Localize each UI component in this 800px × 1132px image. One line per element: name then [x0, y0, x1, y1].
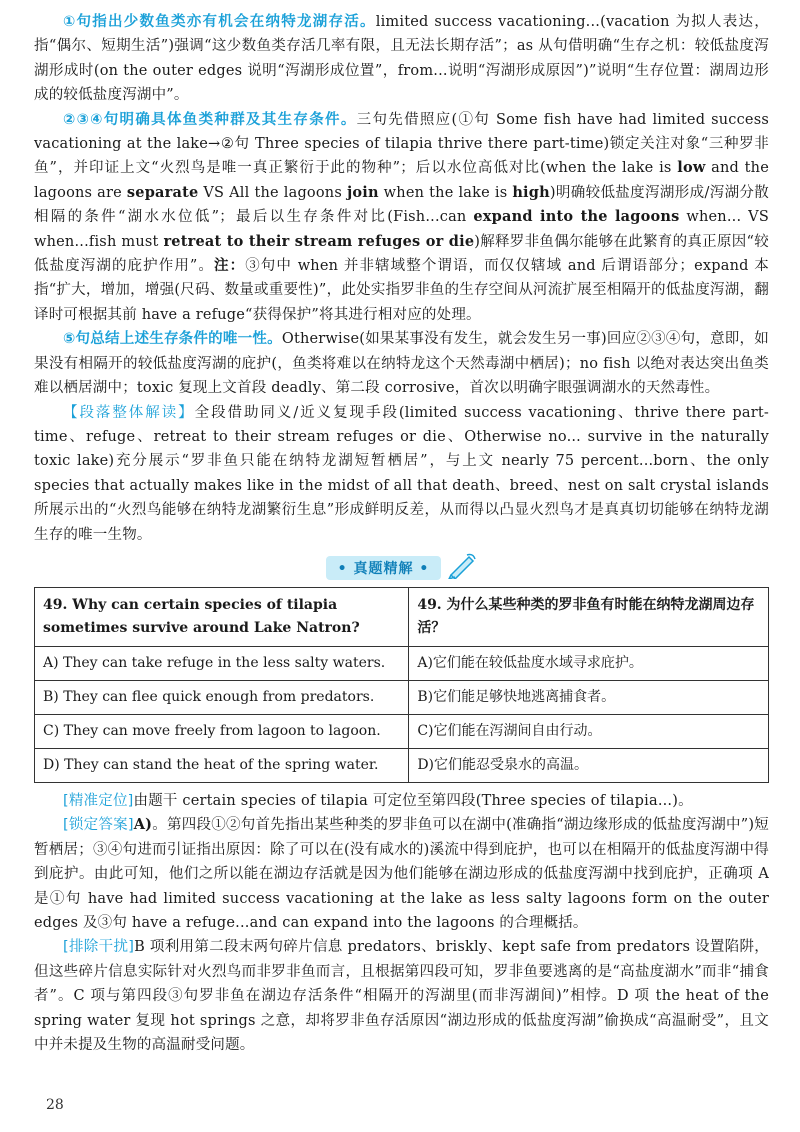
page-content — [34, 10, 769, 1057]
paragraph-overall-interpretation — [34, 401, 769, 547]
option-en: D) They can stand the heat of the spring water. — [35, 748, 409, 782]
option-row — [35, 748, 769, 782]
page-number: 28 — [46, 1097, 64, 1113]
question-zh: 49. 为什么某些种类的罗非鱼有时能在纳特龙湖周边存活？ — [409, 587, 769, 646]
question-en: 49. Why can certain species of tilapia sometimes survive around Lake Natron? — [35, 587, 409, 646]
exclude-label: [排除干扰] — [63, 939, 135, 956]
analysis-paragraph-3 — [34, 327, 769, 400]
question-table — [34, 587, 769, 783]
bold-term: separate — [126, 183, 199, 201]
analysis-paragraph-2 — [34, 108, 769, 328]
option-zh: B)它们能足够快地逃离捕食者。 — [409, 680, 769, 714]
note-label: 注： — [214, 257, 246, 275]
answer-text: 。第四段①②句首先指出某些种类的罗非鱼可以在湖中(准确指“湖边缘形成的低盐度泻湖中”)短暂栖居；③④句进而引证指出原因：除了可以在(没有咸水的)溪流中得到庇护，也可以在相隔开的低盐度泻湖中得到庇护。由此可知，他们之所以能在湖边存活就是因为他们能够在湖边形成的低盐度泻湖中找到庇护，正确项 A 是①句 have had limited success vacationing at the lake as less salty lagoons form on the outer edges 及③句 have a refuge...and can expand into the lagoons 的合理概括。 — [34, 817, 770, 931]
option-row — [35, 646, 769, 680]
option-en: B) They can flee quick enough from predators. — [35, 680, 409, 714]
answer-key: A) — [133, 816, 153, 834]
option-row — [35, 680, 769, 714]
analysis-text: when the lake is — [378, 184, 513, 201]
section-title: • 真题精解 • — [326, 556, 442, 580]
analysis-text: and the lagoons are — [34, 160, 769, 201]
locate-label: [精准定位] — [63, 792, 134, 809]
sentence-point-2: ②③④句明确具体鱼类种群及其生存条件。 — [63, 111, 357, 128]
bold-term: retreat to their stream refuges or die — [163, 232, 475, 250]
overall-label: 【段落整体解读】 — [63, 404, 195, 421]
analysis-paragraph-1 — [34, 10, 769, 108]
option-zh: A)它们能在较低盐度水域寻求庇护。 — [409, 646, 769, 680]
pen-icon — [447, 553, 477, 583]
answer-paragraph — [34, 813, 769, 935]
bold-term: low — [677, 159, 706, 177]
sentence-point-1: ①句指出少数鱼类亦有机会在纳特龙湖存活。 — [63, 14, 376, 30]
analysis-text: VS All the lagoons — [198, 184, 347, 201]
analysis-text: )解释罗非鱼偶尔能够在此繁育的真正原因“较低盐度泻湖的庇护作用”。 — [34, 233, 769, 275]
option-en: A) They can take refuge in the less salty waters. — [35, 646, 409, 680]
locate-paragraph — [34, 789, 769, 813]
analysis-text: ③句中 when 并非辖域整个谓语，而仅仅辖域 and 后谓语部分；expand 本指“扩大，增加，增强(尺码、数量或重要性)”，此处实指罗非鱼的生存空间从河流扩展至相隔开的低盐度泻湖，翻译时可根据其前 have a refuge“获得保护”将其进行相对应的处理。 — [34, 258, 770, 323]
bold-term: join — [346, 183, 379, 201]
analysis-text-1: limited success vacationing...(vacation 为拟人表达，指“偶尔、短期生活”)强调“这少数鱼类存活几率有限，且无法长期存活”；as 从句借明确“生存之机：较低盐度泻湖形成时(on the outer edges 说明“泻湖形成位置”，from...说明“泻湖形成原因”)”说明“生存位置：湖周边形成的较低盐度泻湖中”。 — [34, 14, 769, 104]
analysis-text: )明确较低盐度泻湖形成/泻湖分散相隔的条件“湖水水位低”；最后以生存条件对比(Fish...can — [34, 184, 769, 226]
sentence-point-3: ⑤句总结上述生存条件的唯一性。 — [63, 331, 282, 348]
option-row — [35, 714, 769, 748]
locate-text: 由题干 certain species of tilapia 可定位至第四段(Three species of tilapia...)。 — [133, 792, 693, 809]
section-header — [34, 555, 769, 581]
question-row — [35, 587, 769, 646]
analysis-text-3: Otherwise(如果某事没有发生，就会发生另一事)回应②③④句，意即，如果没有相隔开的较低盐度泻湖的庇护(，鱼类将难以在纳特龙这个天然毒湖中栖居)；no fish 以绝对表达突出鱼类难以栖居湖中；toxic 复现上文首段 deadly、第二段 corrosive，首次以明确字眼强调湖水的天然毒性。 — [34, 331, 769, 397]
bold-term: high — [512, 183, 550, 201]
analysis-text: 三句先借照应(①句 Some fish have had limited success vacationing at the lake→②句 Three species of tilapia thrive there part-time)锁定关注对象“三种罗非鱼”，并印证上文“火烈鸟是唯一真正繁衍于此的物种”；后以水位高低对比(when the lake is — [34, 111, 769, 177]
exclude-paragraph — [34, 935, 769, 1057]
bold-term: expand into the lagoons — [473, 208, 680, 226]
overall-text: 全段借助同义/近义复现手段(limited success vacationing、thrive there part-time、refuge、retreat to their stream refuges or die、Otherwise no... survive in the naturally toxic lake)充分展示“罗非鱼只能在纳特龙湖短暂栖居”，与上文 nearly 75 percent...born、the only species that actually makes like in the midst of all that death、breed、nest on salt crystal islands 所展示出的“火烈鸟能够在纳特龙湖繁衍生息”形成鲜明反差，从而得以凸显火烈鸟才是真真切切能够在纳特龙湖生存的唯一生物。 — [34, 404, 770, 543]
exclude-text: B 项利用第二段末两句碎片信息 predators、briskly、kept safe from predators 设置陷阱，但这些碎片信息实际针对火烈鸟而非罗非鱼而言，且根据第四段可知，罗非鱼要逃离的是“高盐度湖水”而非“捕食者”。C 项与第四段③句罗非鱼在湖边存活条件“相隔开的泻湖里(而非泻湖间)”相悖。D 项 the heat of the spring water 复现 hot springs 之意，却将罗非鱼存活原因“湖边形成的低盐度泻湖”偷换成“高温耐受”，且文中并未提及生物的高温耐受问题。 — [34, 939, 769, 1053]
explanation-block — [34, 789, 769, 1057]
option-zh: D)它们能忍受泉水的高温。 — [409, 748, 769, 782]
option-en: C) They can move freely from lagoon to lagoon. — [35, 714, 409, 748]
analysis-text: when... VS when...fish must — [34, 209, 769, 250]
option-zh: C)它们能在泻湖间自由行动。 — [409, 714, 769, 748]
answer-label: [锁定答案] — [63, 817, 134, 834]
